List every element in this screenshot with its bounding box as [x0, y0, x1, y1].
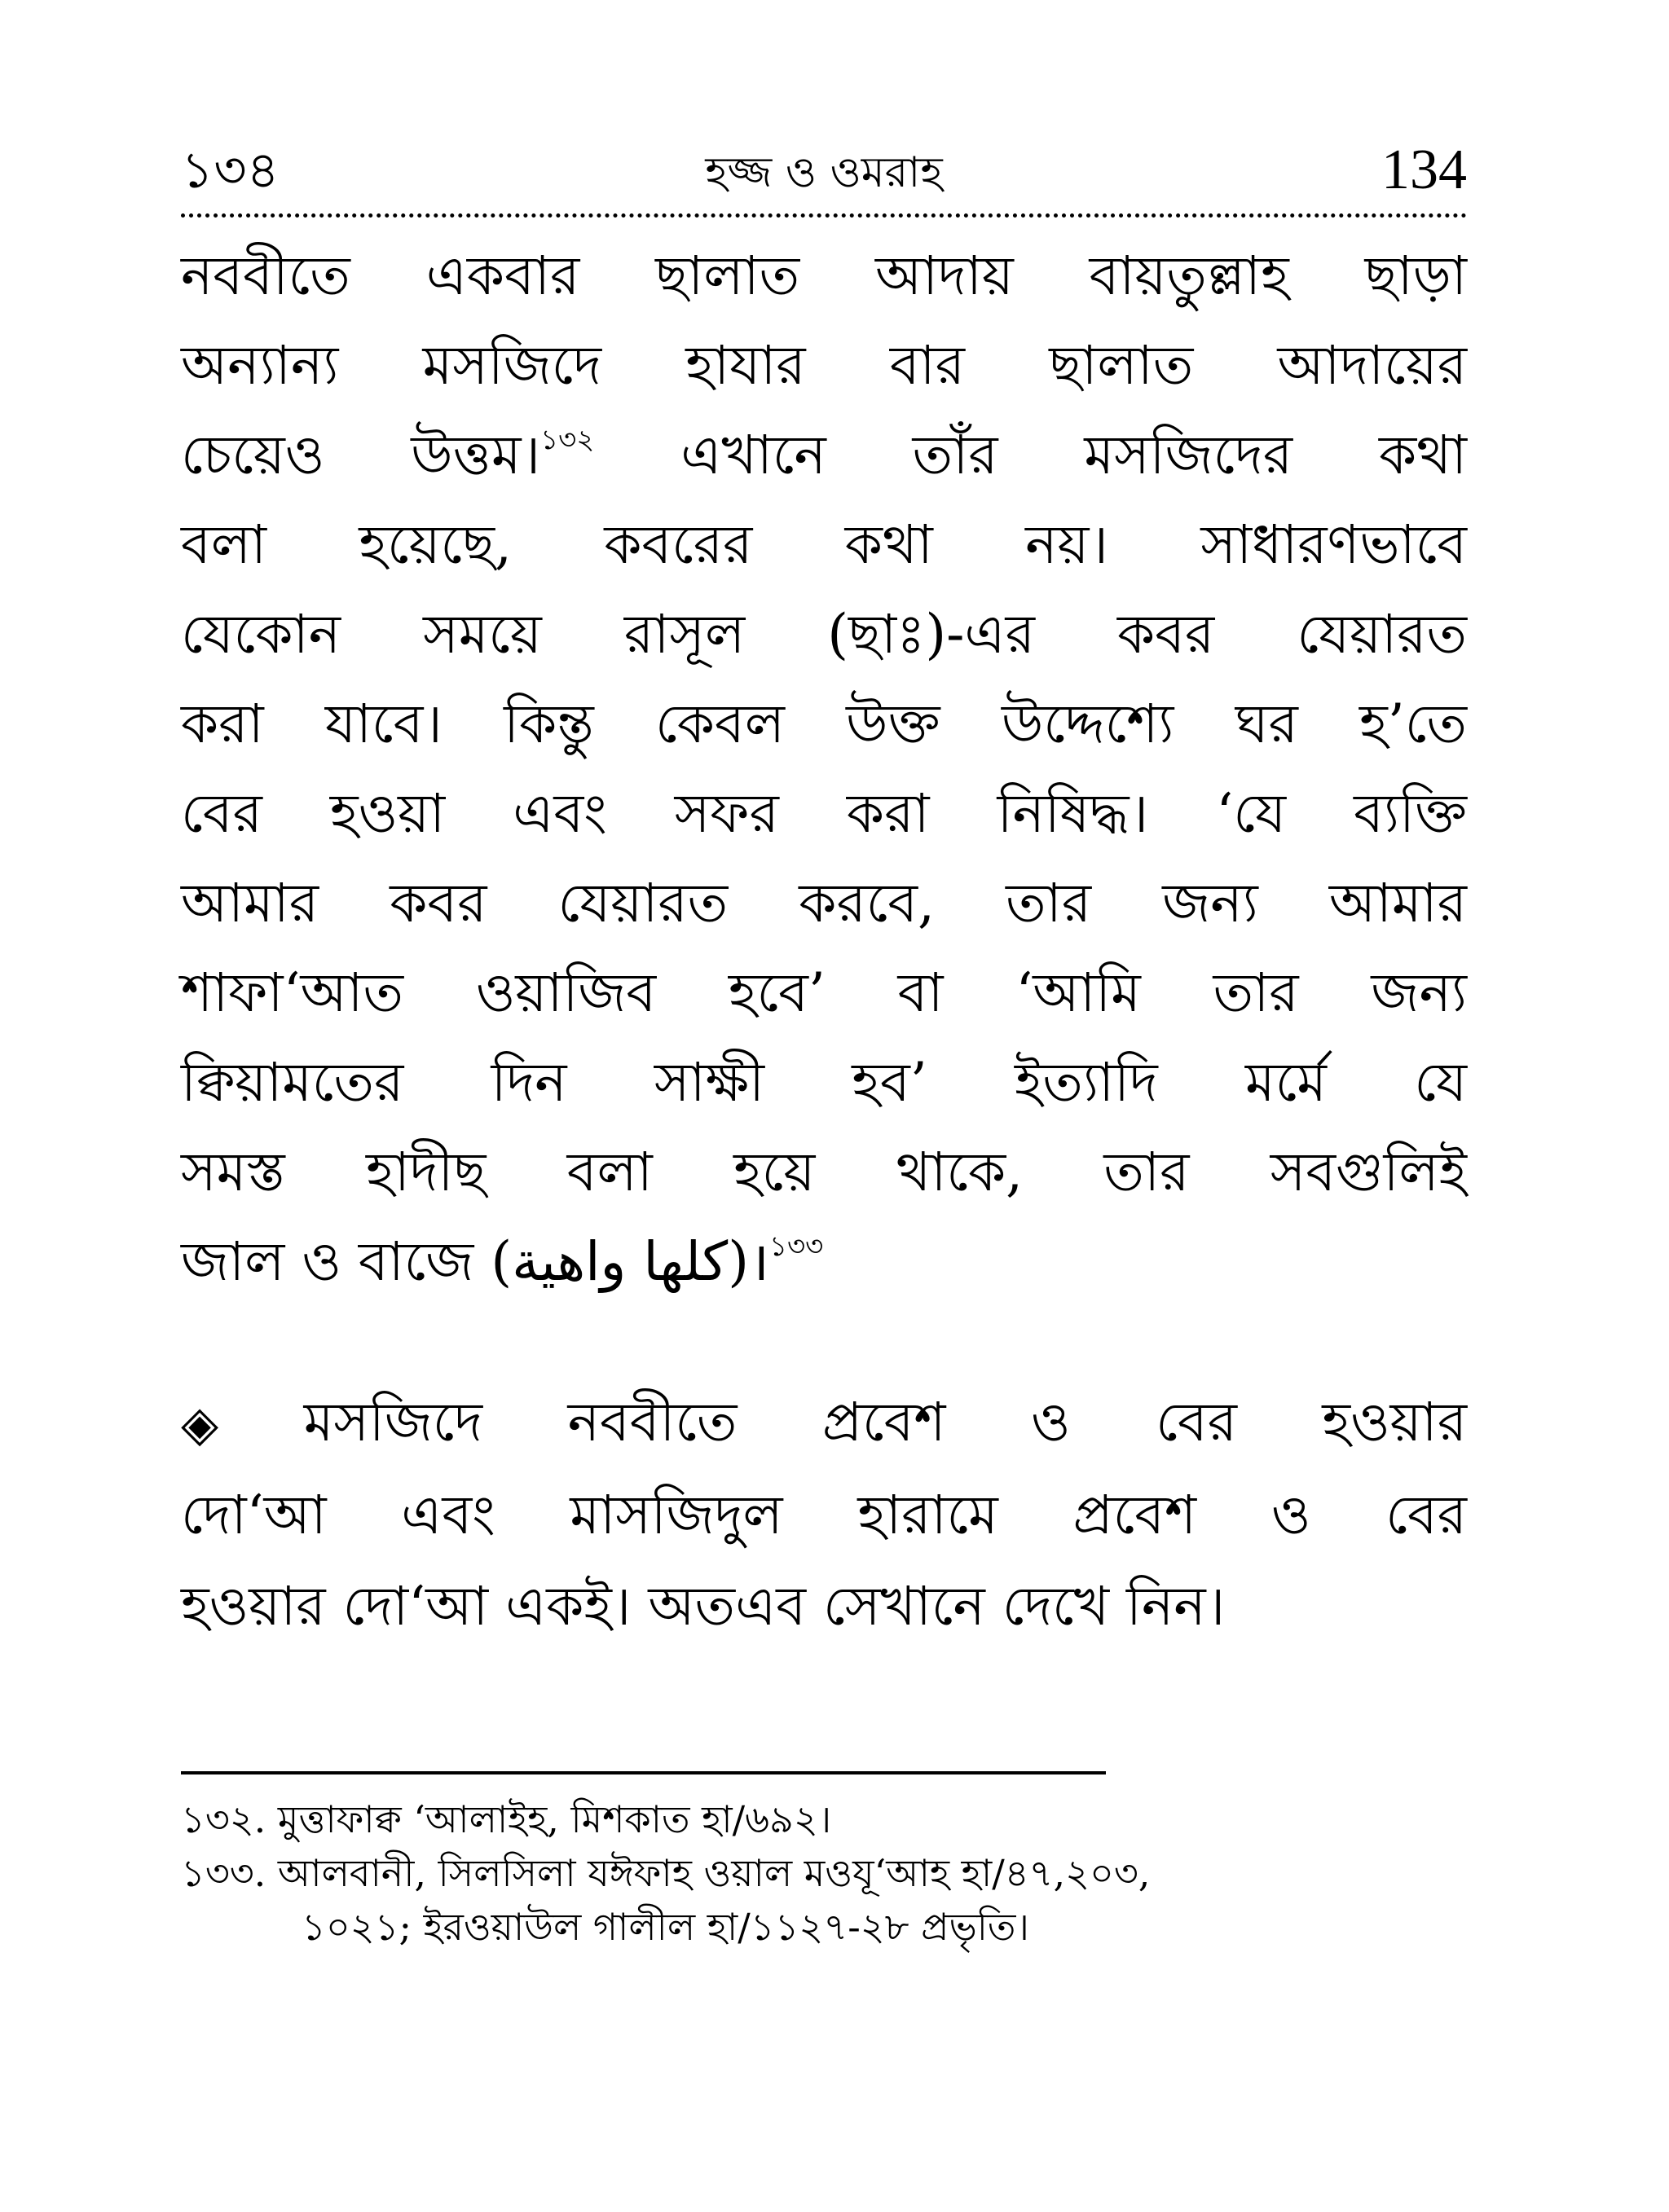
text-line-last: হওয়ার দো‘আ একই। অতএব সেখানে দেখে নিন। — [181, 1575, 1226, 1638]
text-line — [181, 411, 1467, 500]
text-segment: )। — [728, 1230, 769, 1293]
text-line: অন্যান্য মসজিদে হাযার বার ছালাত আদায়ের — [181, 334, 1467, 397]
text-line: নববীতে একবার ছালাত আদায় বায়তুল্লাহ ছাড়া — [181, 244, 1467, 307]
text-line: যেকোন সময়ে রাসূল (ছাঃ)-এর কবর যেয়ারত — [181, 603, 1467, 666]
text-segment: মসজিদে নববীতে প্রবেশ ও বের হওয়ার — [303, 1391, 1467, 1453]
text-line — [181, 1377, 1467, 1470]
arabic-phrase: كلها واهية — [512, 1230, 729, 1293]
text-segment: এখানে তাঁর মসজিদের কথা — [680, 424, 1467, 486]
text-line: করা যাবে। কিন্তু কেবল উক্ত উদ্দেশ্যে ঘর হ’তে — [181, 693, 1467, 755]
footnote-133-continued: ১০২১; ইরওয়াউল গালীল হা/১১২৭-২৮ প্রভৃতি। — [302, 1905, 1029, 1949]
page-number-bengali: ১৩৪ — [181, 140, 280, 200]
footnote-ref-132: ১৩২ — [540, 424, 595, 456]
main-paragraph — [181, 231, 1467, 1307]
header-dotted-rule — [181, 213, 1467, 218]
page-number-latin: 134 — [1381, 139, 1467, 201]
text-line: বের হওয়া এবং সফর করা নিষিদ্ধ। ‘যে ব্যক্তি — [181, 782, 1467, 845]
running-title: হজ্জ ও ওমরাহ — [705, 148, 943, 197]
text-line: সমস্ত হাদীছ বলা হয়ে থাকে, তার সবগুলিই — [181, 1141, 1467, 1203]
page-header — [181, 130, 1467, 212]
text-line: শাফা‘আত ওয়াজিব হবে’ বা ‘আমি তার জন্য — [181, 961, 1467, 1024]
text-segment: চেয়েও উত্তম। — [181, 424, 541, 486]
footnote-133: ১৩৩. আলবানী, সিলসিলা যঈফাহ ওয়াল মওযূ‘আহ হা/৪৭,২০৩, — [181, 1851, 1151, 1895]
text-segment: জাল ও বাজে ( — [181, 1230, 513, 1293]
footnote-rule — [181, 1771, 1106, 1774]
footnotes — [181, 1792, 1467, 1954]
text-line: দো‘আ এবং মাসজিদুল হারামে প্রবেশ ও বের — [181, 1484, 1467, 1546]
footnote-132: ১৩২. মুত্তাফাক্ব ‘আলাইহ, মিশকাত হা/৬৯২। — [181, 1797, 832, 1841]
text-line: ক্বিয়ামতের দিন সাক্ষী হব’ ইত্যাদি মর্মে যে — [181, 1051, 1467, 1114]
bullet-paragraph — [181, 1377, 1467, 1652]
footnote-ref-133: ১৩৩ — [768, 1230, 824, 1263]
diamond-bullet-icon: ◈ — [181, 1396, 219, 1453]
text-line: আমার কবর যেয়ারত করবে, তার জন্য আমার — [181, 872, 1467, 934]
text-line-last — [181, 1217, 1467, 1307]
text-line: বলা হয়েছে, কবরের কথা নয়। সাধারণভাবে — [181, 513, 1467, 576]
